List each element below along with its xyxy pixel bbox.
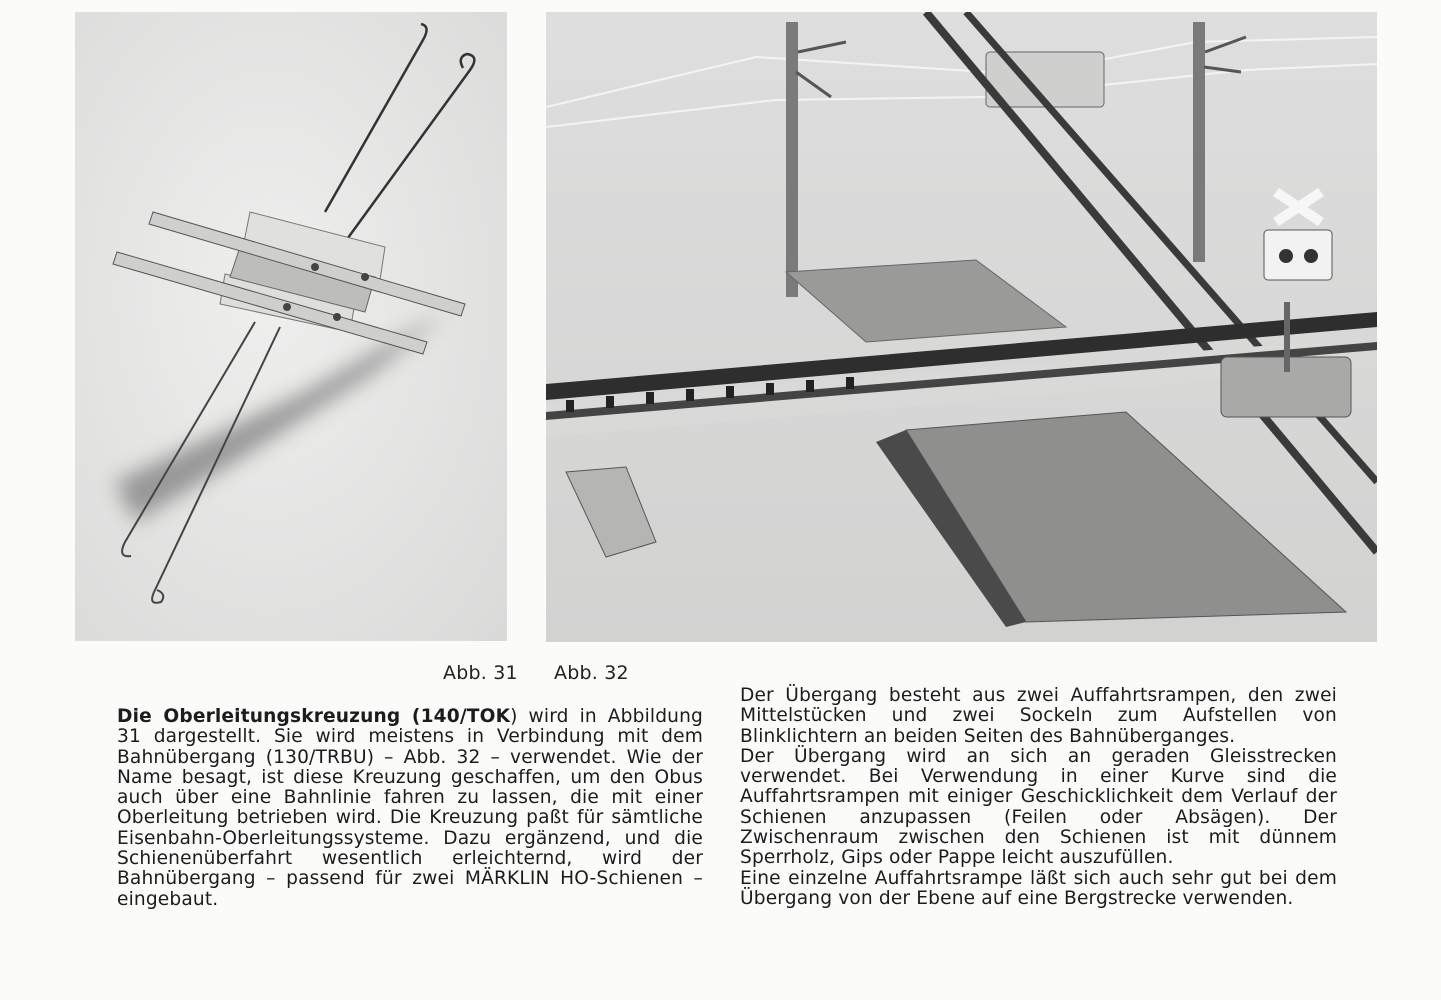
article-number: 140/TOK: [420, 706, 511, 727]
overhead-crossing-illustration: [75, 12, 507, 641]
caption-abb-32: Abb. 32: [554, 662, 629, 684]
paragraph-auffahrtsrampe: Eine einzelne Auffahrtsrampe läßt sich auch sehr gut bei dem Übergang von der Ebene auf eine Bergstrecke verwenden.: [740, 867, 1337, 909]
lead-title: Die Oberleitungskreuzung (: [117, 706, 421, 727]
caption-abb-31: Abb. 31: [443, 662, 518, 684]
figure-32-photo: [546, 12, 1377, 642]
figure-31-photo: [75, 12, 507, 641]
left-text-column: [117, 707, 703, 910]
paragraph-body: ) wird in Abbildung 31 dargestellt. Sie wird meistens in Verbindung mit dem Bahnübergang (130/TRBU) – Abb. 32 – verwendet. Wie der Name besagt, ist diese Kreuzung geschaffen, um den Obus auch über eine Bahnlinie fahren zu lassen, die mit einer Oberleitung betrieben wird. Die Kreuzung paßt für sämtliche Eisenbahn-Oberleitungssysteme. Dazu ergänzend, und die Schienenüberfahrt wesentlich erleichternd, wird der Bahnübergang – passend für zwei MÄRKLIN HO-Schienen – eingebaut.: [117, 706, 703, 910]
figure-captions: [443, 662, 659, 684]
paragraph-oberleitungskreuzung: [117, 707, 703, 910]
level-crossing-illustration: [546, 12, 1377, 642]
right-text-column: [740, 686, 1337, 909]
paragraph-uebergang-verwendung: Der Übergang wird an sich an geraden Gleisstrecken verwendet. Bei Verwendung in einer Kurve sind die Auffahrtsrampen mit einiger Geschicklichkeit dem Verlauf der Schienen anzupassen (Feilen oder Absägen). Der Zwischenraum zwischen den Schienen ist mit dünnem Sperrholz, Gips oder Pappe leicht auszufüllen.: [740, 745, 1337, 869]
paragraph-uebergang-aufbau: Der Übergang besteht aus zwei Auffahrtsrampen, den zwei Mittelstücken und zwei Sockeln zum Aufstellen von Blinklichtern an beiden Seiten des Bahnüberganges.: [740, 685, 1337, 747]
